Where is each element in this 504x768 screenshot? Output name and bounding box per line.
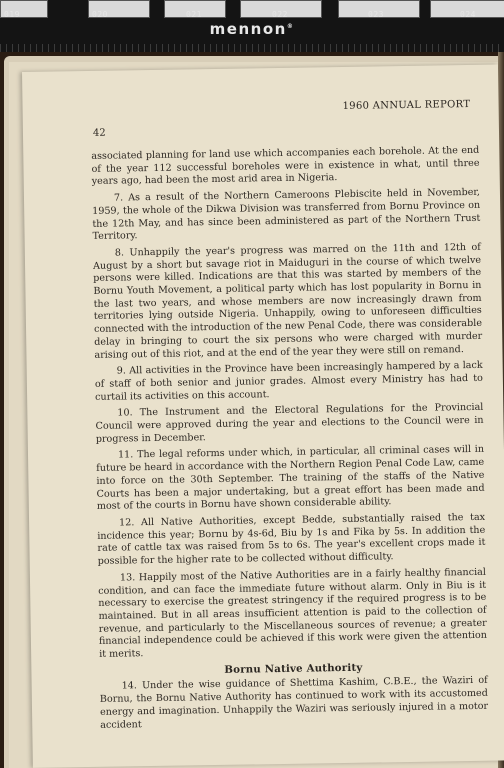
document-page [22,65,504,768]
frame-number: 022 [272,10,288,19]
scanner-brand-logo: mennon® [209,20,295,38]
scanner-ruler [0,44,504,52]
frame-number: 020 [92,10,108,19]
paragraph: 9. All activities in the Province have been increasingly hampered by a lack of staff of both senior and junior grades. Almost every Ministry has had to curtail its activities on this account. [94,360,483,403]
frame-number: 023 [368,10,384,19]
paragraph: 8. Unhappily the year's progress was marred on the 11th and 12th of August by a short but savage riot in Maiduguri in the course of which twelve persons were killed. Indications are that this was started by members of the Bornu Youth Movement, a political party which has lost popularity in Bornu in the last two years, and whose members are now increasingly drawn from territories lying outside Nigeria. Unhappily, owing to unforeseen difficulties connected with the introduction of the new Penal Code, there was considerable delay in bringing to court the six persons who were charged with murder arising out of this riot, and at the end of the year they were still on remand. [92,241,483,361]
frame-number: 021 [186,10,202,19]
frame-number: 024 [460,10,476,19]
paragraph: 14. Under the wise guidance of Shettima Kashim, C.B.E., the Waziri of Bornu, the Bornu Native Authority has continued to work with its accustomed energy and imagination. Unhappily the Waziri was seriously injured in a motor accident [99,675,489,731]
body-text [91,145,488,736]
scanner-frame [0,0,504,52]
paragraph: 7. As a result of the Northern Cameroons Plebiscite held in November, 1959, the whole of the Dikwa Division was transferred from Bornu Province on the 12th May, and has since been administered as part of the Northern Trust Territory. [92,186,481,243]
paragraph: 10. The Instrument and the Electoral Regulations for the Provincial Council were approved during the year and elections to the Council were in progress in December. [95,402,484,445]
running-head: 1960 ANNUAL REPORT [342,98,471,112]
paragraph: associated planning for land use which accompanies each borehole. At the end of the year 112 successful boreholes were in existence in what, until three years ago, had been the most arid area in Nigeria. [91,144,480,188]
page-number: 42 [92,127,106,139]
paragraph: 13. Happily most of the Native Authorities are in a fairly healthy financial condition, and can face the immediate future without alarm. Only in Biu is it necessary to exercise the greatest stringency if the required progress is to be maintained. But in all areas insufficient attention is paid to the collection of revenue, and particularly to the Miscellaneous sources of revenue; a greater financial independence could be achieved if this work were given the attention it merits. [98,566,487,660]
paragraph: 12. All Native Authorities, except Bedde, substantially raised the tax incidence this year; Bornu by 4s-6d, Biu by 1s and Fika by 5s. In addition the rate of cattle tax was raised from 5s to 6s. The year's excellent crops made it possible for the higher rate to be collected without difficulty. [97,511,486,567]
paragraph: 11. The legal reforms under which, in particular, all criminal cases will in future be heard in accordance with the Northern Region Penal Code Law, came into force on the 30th September. The training of the staffs of the Native Courts has been a major undertaking, but a great effort has been made and most of the courts in Bornu have shown considerable ability. [96,444,485,513]
section-heading: Bornu Native Authority [224,661,363,676]
frame-number: 019 [4,10,20,19]
